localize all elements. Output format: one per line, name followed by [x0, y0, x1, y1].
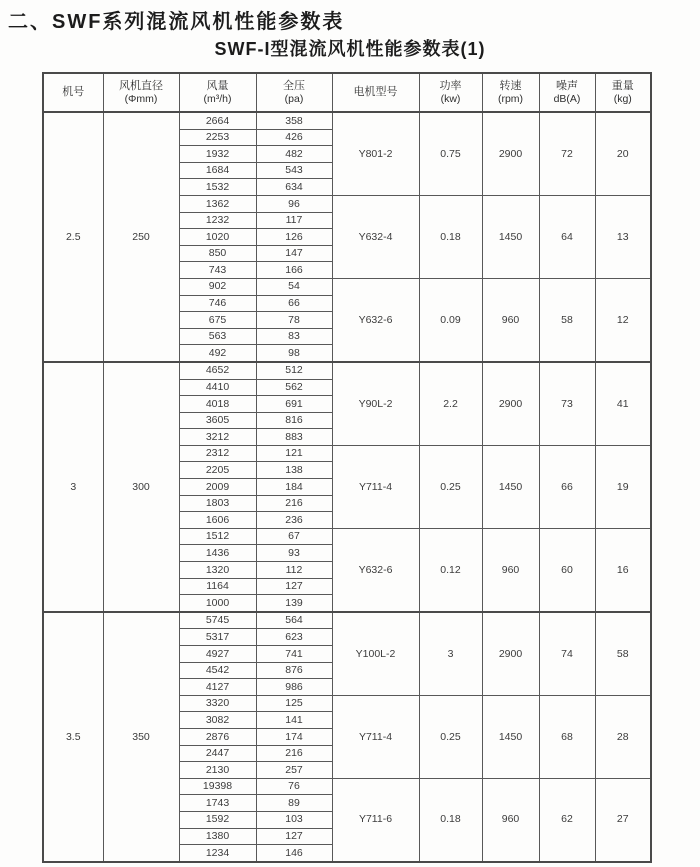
- motor-cell: Y711-4: [332, 695, 419, 778]
- airflow-cell: 4542: [179, 662, 256, 679]
- noise-cell: 62: [539, 778, 595, 861]
- pressure-cell: 236: [256, 512, 332, 529]
- table-body: [43, 112, 651, 862]
- noise-cell: 64: [539, 195, 595, 278]
- noise-cell: 73: [539, 362, 595, 445]
- motor-cell: Y711-4: [332, 445, 419, 528]
- noise-cell: 72: [539, 112, 595, 195]
- airflow-cell: 3082: [179, 712, 256, 729]
- airflow-cell: 5745: [179, 612, 256, 629]
- airflow-cell: 1592: [179, 811, 256, 828]
- pressure-cell: 127: [256, 828, 332, 845]
- diameter-cell: 300: [103, 362, 179, 612]
- speed-cell: 1450: [482, 445, 539, 528]
- header-unit: (Φmm): [124, 92, 158, 105]
- pressure-cell: 54: [256, 278, 332, 295]
- airflow-cell: 2009: [179, 479, 256, 496]
- airflow-cell: 2312: [179, 445, 256, 462]
- weight-cell: 20: [595, 112, 651, 195]
- airflow-cell: 1803: [179, 495, 256, 512]
- pressure-cell: 66: [256, 295, 332, 312]
- airflow-cell: 675: [179, 312, 256, 329]
- pressure-cell: 76: [256, 778, 332, 795]
- airflow-cell: 2447: [179, 745, 256, 762]
- weight-cell: 16: [595, 528, 651, 611]
- power-cell: 0.18: [419, 195, 482, 278]
- power-cell: 0.75: [419, 112, 482, 195]
- pressure-cell: 184: [256, 479, 332, 496]
- header-cell-weight: [595, 73, 651, 112]
- airflow-cell: 1020: [179, 229, 256, 246]
- pressure-cell: 138: [256, 462, 332, 479]
- table-header: [43, 73, 651, 112]
- power-cell: 0.09: [419, 278, 482, 361]
- header-label: 全压: [283, 79, 305, 92]
- header-unit: (kg): [613, 92, 632, 105]
- pressure-cell: 98: [256, 345, 332, 362]
- header-cell-power: [419, 73, 482, 112]
- airflow-cell: 850: [179, 245, 256, 262]
- pressure-cell: 512: [256, 362, 332, 379]
- header-unit: (rpm): [497, 92, 524, 105]
- pressure-cell: 78: [256, 312, 332, 329]
- header-cell-noise: [539, 73, 595, 112]
- header-cell-motor: [332, 73, 419, 112]
- pressure-cell: 543: [256, 162, 332, 179]
- weight-cell: 58: [595, 612, 651, 695]
- weight-cell: 19: [595, 445, 651, 528]
- airflow-cell: 1606: [179, 512, 256, 529]
- fan-parameters-table: [42, 72, 652, 863]
- table-row: [43, 612, 651, 629]
- pressure-cell: 103: [256, 811, 332, 828]
- pressure-cell: 126: [256, 229, 332, 246]
- airflow-cell: 2205: [179, 462, 256, 479]
- airflow-cell: 902: [179, 278, 256, 295]
- airflow-cell: 2130: [179, 762, 256, 779]
- header-label: 机号: [62, 86, 85, 99]
- header-unit: (m³/h): [203, 92, 232, 105]
- header-cell-pressure: [256, 73, 332, 112]
- airflow-cell: 1232: [179, 212, 256, 229]
- pressure-cell: 741: [256, 646, 332, 663]
- pressure-cell: 112: [256, 562, 332, 579]
- airflow-cell: 4652: [179, 362, 256, 379]
- pressure-cell: 93: [256, 545, 332, 562]
- header-cell-airflow: [179, 73, 256, 112]
- pressure-cell: 141: [256, 712, 332, 729]
- airflow-cell: 1380: [179, 828, 256, 845]
- pressure-cell: 67: [256, 528, 332, 545]
- airflow-cell: 4410: [179, 379, 256, 396]
- airflow-cell: 1234: [179, 845, 256, 862]
- pressure-cell: 127: [256, 578, 332, 595]
- page-title: 二、SWF系列混流风机性能参数表: [8, 11, 345, 33]
- pressure-cell: 174: [256, 728, 332, 745]
- page-subtitle: SWF-I型混流风机性能参数表(1): [214, 39, 486, 59]
- motor-cell: Y801-2: [332, 112, 419, 195]
- airflow-cell: 1684: [179, 162, 256, 179]
- speed-cell: 2900: [482, 362, 539, 445]
- pressure-cell: 562: [256, 379, 332, 396]
- pressure-cell: 147: [256, 245, 332, 262]
- airflow-cell: 1512: [179, 528, 256, 545]
- pressure-cell: 146: [256, 845, 332, 862]
- airflow-cell: 2876: [179, 728, 256, 745]
- pressure-cell: 166: [256, 262, 332, 279]
- airflow-cell: 492: [179, 345, 256, 362]
- power-cell: 0.12: [419, 528, 482, 611]
- pressure-cell: 634: [256, 179, 332, 196]
- speed-cell: 960: [482, 528, 539, 611]
- header-label: 电机型号: [353, 86, 398, 99]
- pressure-cell: 623: [256, 629, 332, 646]
- speed-cell: 1450: [482, 695, 539, 778]
- model-cell: 3.5: [43, 612, 103, 862]
- airflow-cell: 3212: [179, 429, 256, 446]
- pressure-cell: 125: [256, 695, 332, 712]
- noise-cell: 66: [539, 445, 595, 528]
- airflow-cell: 1436: [179, 545, 256, 562]
- motor-cell: Y632-6: [332, 278, 419, 361]
- pressure-cell: 482: [256, 146, 332, 163]
- header-row: [43, 73, 651, 112]
- table-row: [43, 112, 651, 129]
- table-row: [43, 362, 651, 379]
- airflow-cell: 563: [179, 328, 256, 345]
- motor-cell: Y100L-2: [332, 612, 419, 695]
- power-cell: 0.18: [419, 778, 482, 861]
- airflow-cell: 1000: [179, 595, 256, 612]
- airflow-cell: 746: [179, 295, 256, 312]
- pressure-cell: 139: [256, 595, 332, 612]
- pressure-cell: 216: [256, 495, 332, 512]
- pressure-cell: 257: [256, 762, 332, 779]
- power-cell: 3: [419, 612, 482, 695]
- header-unit: (kw): [440, 92, 461, 105]
- airflow-cell: 4018: [179, 396, 256, 413]
- noise-cell: 74: [539, 612, 595, 695]
- header-label: 风量: [206, 79, 229, 92]
- weight-cell: 12: [595, 278, 651, 361]
- speed-cell: 960: [482, 778, 539, 861]
- speed-cell: 2900: [482, 112, 539, 195]
- header-cell-diameter: [103, 73, 179, 112]
- header-unit: (pa): [284, 92, 304, 105]
- pressure-cell: 883: [256, 429, 332, 446]
- airflow-cell: 3605: [179, 412, 256, 429]
- airflow-cell: 2664: [179, 112, 256, 129]
- airflow-cell: 5317: [179, 629, 256, 646]
- airflow-cell: 19398: [179, 778, 256, 795]
- airflow-cell: 1932: [179, 146, 256, 163]
- pressure-cell: 121: [256, 445, 332, 462]
- pressure-cell: 691: [256, 396, 332, 413]
- speed-cell: 960: [482, 278, 539, 361]
- airflow-cell: 1743: [179, 795, 256, 812]
- header-label: 功率: [439, 79, 462, 92]
- pressure-cell: 876: [256, 662, 332, 679]
- pressure-cell: 986: [256, 679, 332, 696]
- header-label: 噪声: [556, 79, 578, 92]
- airflow-cell: 1164: [179, 578, 256, 595]
- airflow-cell: 1362: [179, 195, 256, 212]
- airflow-cell: 2253: [179, 129, 256, 146]
- airflow-cell: 4927: [179, 646, 256, 663]
- airflow-cell: 743: [179, 262, 256, 279]
- power-cell: 2.2: [419, 362, 482, 445]
- airflow-cell: 1320: [179, 562, 256, 579]
- pressure-cell: 117: [256, 212, 332, 229]
- pressure-cell: 426: [256, 129, 332, 146]
- airflow-cell: 1532: [179, 179, 256, 196]
- power-cell: 0.25: [419, 695, 482, 778]
- speed-cell: 1450: [482, 195, 539, 278]
- header-label: 重量: [611, 79, 634, 92]
- power-cell: 0.25: [419, 445, 482, 528]
- header-cell-speed: [482, 73, 539, 112]
- model-cell: 2.5: [43, 112, 103, 362]
- header-label: 转速: [499, 79, 522, 92]
- diameter-cell: 250: [103, 112, 179, 362]
- pressure-cell: 83: [256, 328, 332, 345]
- pressure-cell: 96: [256, 195, 332, 212]
- motor-cell: Y90L-2: [332, 362, 419, 445]
- pressure-cell: 89: [256, 795, 332, 812]
- motor-cell: Y632-4: [332, 195, 419, 278]
- header-unit: dB(A): [553, 92, 581, 105]
- motor-cell: Y632-6: [332, 528, 419, 611]
- noise-cell: 60: [539, 528, 595, 611]
- header-cell-model: [43, 73, 103, 112]
- diameter-cell: 350: [103, 612, 179, 862]
- airflow-cell: 3320: [179, 695, 256, 712]
- speed-cell: 2900: [482, 612, 539, 695]
- weight-cell: 28: [595, 695, 651, 778]
- weight-cell: 27: [595, 778, 651, 861]
- header-label: 风机直径: [119, 79, 163, 92]
- weight-cell: 41: [595, 362, 651, 445]
- pressure-cell: 358: [256, 112, 332, 129]
- pressure-cell: 216: [256, 745, 332, 762]
- pressure-cell: 564: [256, 612, 332, 629]
- airflow-cell: 4127: [179, 679, 256, 696]
- noise-cell: 68: [539, 695, 595, 778]
- model-cell: 3: [43, 362, 103, 612]
- weight-cell: 13: [595, 195, 651, 278]
- motor-cell: Y711-6: [332, 778, 419, 861]
- pressure-cell: 816: [256, 412, 332, 429]
- noise-cell: 58: [539, 278, 595, 361]
